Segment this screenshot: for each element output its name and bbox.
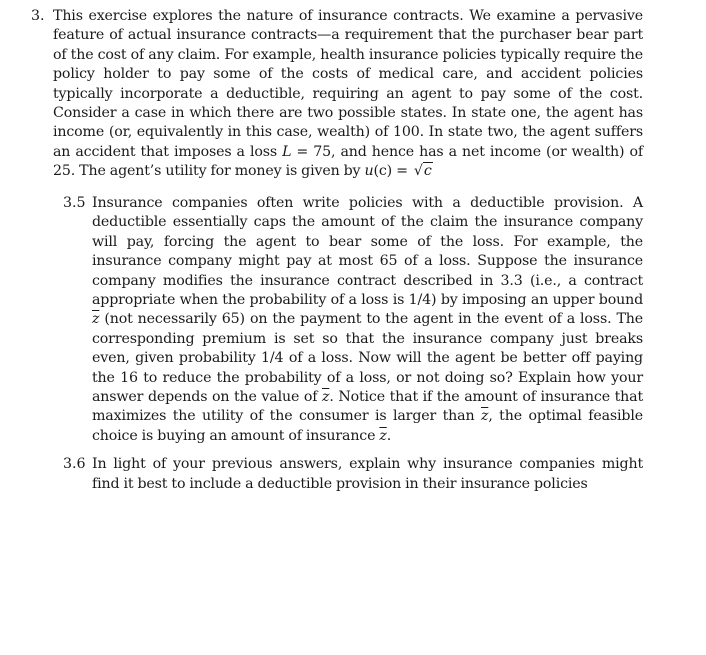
zbar-symbol: $\overline{z}$ (379, 427, 387, 444)
utility-function-arg: (c) = (373, 163, 412, 180)
loss-variable: L (282, 143, 292, 160)
utility-function-name: u (364, 163, 374, 180)
problem-3 (31, 7, 643, 182)
subpart-3-5 (63, 194, 643, 446)
subpart-3-5-text-a: Insurance companies often write policies with a deductible provision. A deductible essentially caps the amount of the claim the insurance company will pay, forcing the agent to bear some of the loss. For example, the insurance company might pay at most 65 of a loss. Suppose the insurance company modifies the insurance contract described in 3.3 (i.e., a contract appropriate when the probability of a loss is 1/4) by imposing an upper bound (92, 195, 643, 309)
subpart-3-5-text-b: (not necessarily 65) on the payment to the agent in the event of a loss. The corresponding premium is set so that the insurance company just breaks even, given probability 1/4 of a loss. Now will the agent be better off paying the 16 to reduce the probability of a loss, or not doing so? Explain how your answer depends on the value of (92, 311, 643, 406)
problem-number: 3. (31, 8, 45, 24)
zbar-symbol: $\overline{z}$ (92, 311, 100, 328)
subpart-3-5-text-e: . (386, 427, 392, 444)
radicand: c (423, 163, 432, 180)
zbar-symbol: $\overline{z}$ (480, 408, 489, 425)
subpart-3-6 (63, 455, 643, 494)
subpart-text: In light of your previous answers, explain why insurance companies might find it best to include a deductible provision in their insurance policies (92, 456, 643, 492)
sqrt-expression (414, 162, 433, 181)
subpart-3-5-text-d: , the optimal feasible choice is buying an amount of insurance (92, 408, 643, 444)
subpart-text (92, 194, 643, 446)
intro-text-part1: This exercise explores the nature of insurance contracts. We examine a pervasive feature of actual insurance contracts—a requirement that the purchaser bear part of the cost of any claim. For example, health insurance policies typically require the policy holder to pay some of the costs of medical care, and accident policies typically incorporate a deductible, requiring an agent to pay some of the cost. Consider a case in which there are two possible states. In state one, the agent has income (or, equivalently in this case, wealth) of 100. In state two, the agent suffers an accident that imposes a loss (53, 8, 643, 160)
radical-sign: √ (413, 163, 423, 180)
zbar-symbol: $\overline{z}$ (322, 389, 330, 406)
subpart-number: 3.5 (63, 195, 86, 211)
loss-equation-text: = 75, and hence has a net income (or wealth) of 25. The agent’s utility for money is given by (53, 143, 643, 180)
subpart-3-5-text-c: . Notice that if the amount of insurance that maximizes the utility of the consumer is larger than (92, 389, 644, 425)
subpart-number: 3.6 (63, 456, 86, 473)
problem-intro-text (53, 7, 643, 182)
subparts-list (63, 194, 643, 503)
